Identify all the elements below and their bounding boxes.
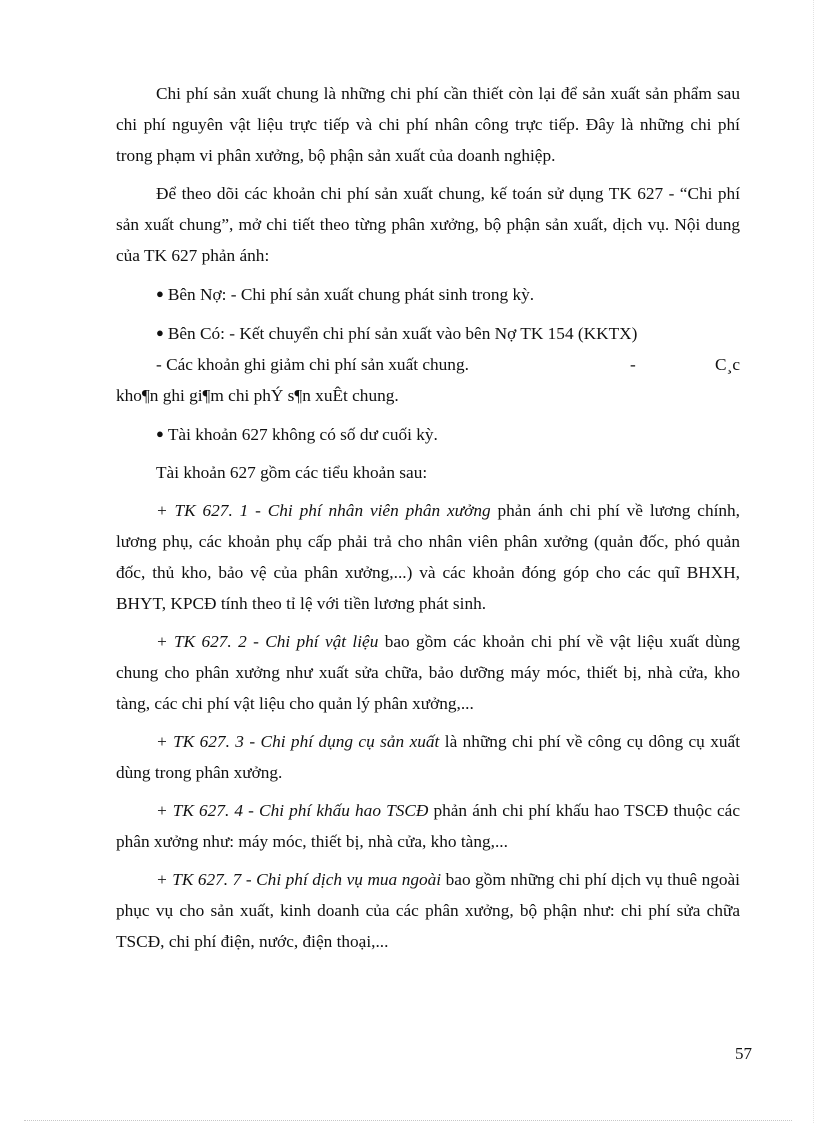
tk-6274-text: phản ánh chi phí khấu hao TSCĐ thuộc các phân xưởng như: máy móc, thiết bị, nhà cửa, kho tàng,... <box>116 801 740 851</box>
page-body <box>116 78 740 964</box>
paragraph-tk627-description: Để theo dõi các khoản chi phí sản xuất chung, kế toán sử dụng TK 627 - “Chi phí sản xuất chung”, mở chi tiết theo từng phân xưởng, bộ phận sản xuất, dịch vụ. Nội dung của TK 627 phản ánh: <box>116 184 740 265</box>
bullet-ben-no <box>116 278 740 310</box>
page-right-border <box>813 0 814 1123</box>
tk-6272-text: bao gồm các khoản chi phí về vật liệu xuất dùng chung cho phân xưởng như xuất sửa chữa, bảo dưỡng máy móc, thiết bị, nhà cửa, kho tàng, các chi phí vật liệu cho quản lý phân xưởng,... <box>116 632 740 713</box>
tk-6274-label: + TK 627. 4 - Chi phí khấu hao TSCĐ <box>156 801 429 820</box>
tk-6273-text: là những chi phí về công cụ dông cụ xuất dùng trong phân xưởng. <box>116 732 740 782</box>
bullet-icon: ● <box>156 286 164 301</box>
tk-6277-text: bao gồm những chi phí dịch vụ thuê ngoài phục vụ cho sản xuất, kinh doanh của các phân xưởng, bộ phận như: chi phí sửa chữa TSCĐ, chi phí điện, nước, điện thoại,... <box>116 870 740 951</box>
tk-6272-paragraph <box>116 626 740 719</box>
tk-6273-paragraph <box>116 726 740 788</box>
sub-accounts-intro: Tài khoản 627 gồm các tiểu khoản sau: <box>156 463 428 482</box>
tk-6273-label: + TK 627. 3 - Chi phí dụng cụ sản xuất <box>156 732 440 751</box>
tk-6271-label: + TK 627. 1 - Chi phí nhân viên phân xưởng <box>156 501 491 520</box>
bullet-ben-co <box>116 317 740 349</box>
bullet-ben-co-continued <box>116 349 740 380</box>
tk-6271-paragraph <box>116 495 740 619</box>
dash-mark: - <box>630 355 636 374</box>
tk-6272-label: + TK 627. 2 - Chi phí vật liệu <box>156 632 379 651</box>
bullet-icon: ● <box>156 325 164 340</box>
bullet-ben-no-text: Bên Nợ: - Chi phí sản xuất chung phát sinh trong kỳ. <box>167 285 535 304</box>
paragraph-intro: Chi phí sản xuất chung là những chi phí cần thiết còn lại để sản xuất sản phẩm sau chi phí nguyên vật liệu trực tiếp và chi phí nhân công trực tiếp. Đây là những chi phí trong phạm vi phân xưởng, bộ phận sản xuất của doanh nghiệp. <box>116 84 740 165</box>
bullet-ben-co-text: Bên Có: - Kết chuyển chi phí sản xuất vào bên Nợ TK 154 (KKTX) <box>167 324 638 343</box>
bullet-icon: ● <box>156 426 164 441</box>
garbled-word: C¸c <box>715 355 740 374</box>
page-number: 57 <box>735 1044 752 1063</box>
bullet-no-balance <box>116 418 740 450</box>
tk-6277-paragraph <box>116 864 740 957</box>
tk-6271-text: phản ánh chi phí về lương chính, lương phụ, các khoản phụ cấp phải trả cho nhân viên phân xưởng (quản đốc, phó quản đốc, thủ kho, bảo vệ của phân xưởng,...) và các khoản đóng góp cho các quĩ BHXH, BHYT, KPCĐ tính theo tỉ lệ với tiền lương phát sinh. <box>116 501 741 613</box>
tk-6277-label: + TK 627. 7 - Chi phí dịch vụ mua ngoài <box>156 870 442 889</box>
garbled-line: kho¶n ghi gi¶m chi phÝ s¶n xuÊt chung. <box>116 386 399 405</box>
bullet-ben-co-second-line: - Các khoản ghi giảm chi phí sản xuất chung. <box>156 355 469 374</box>
page-bottom-border <box>24 1120 792 1121</box>
right-aligned-fragment <box>630 349 740 380</box>
bullet-no-balance-text: Tài khoản 627 không có số dư cuối kỳ. <box>167 425 438 444</box>
tk-6274-paragraph <box>116 795 740 857</box>
